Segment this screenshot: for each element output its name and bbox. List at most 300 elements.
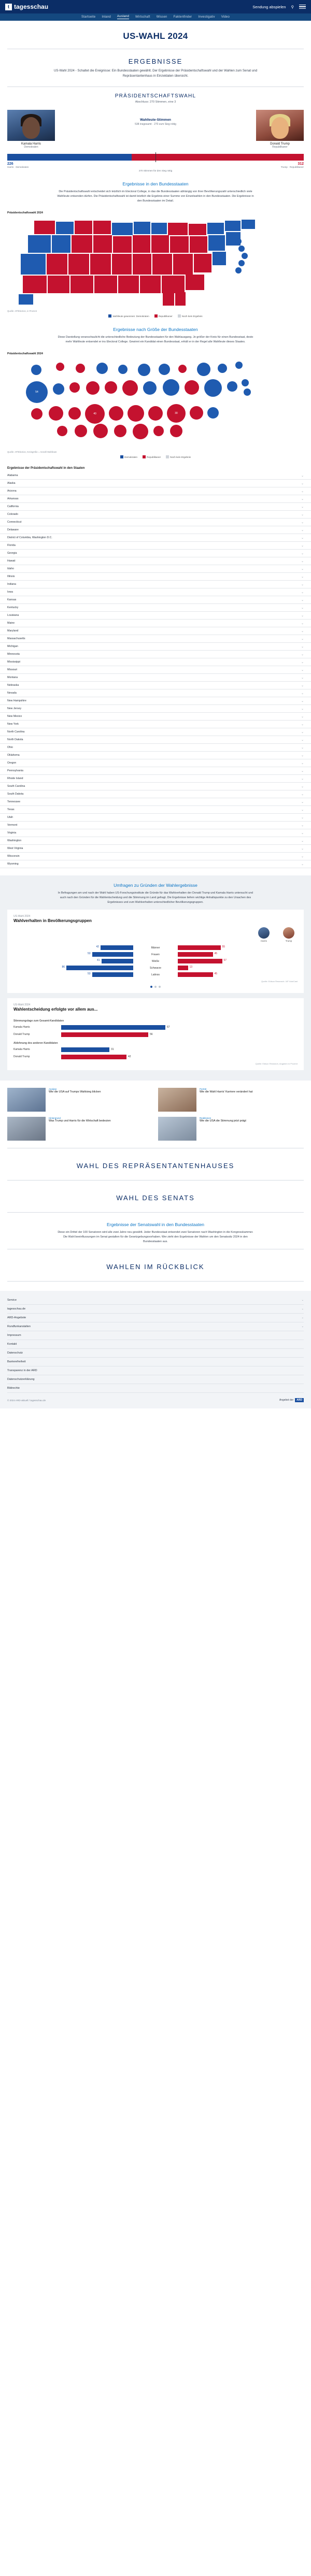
dot-1[interactable] — [154, 986, 157, 988]
state-shape[interactable] — [90, 254, 111, 275]
state-result-row[interactable] — [0, 550, 311, 557]
chevron-down-icon[interactable]: ⌄ — [301, 1325, 304, 1329]
state-shape[interactable] — [118, 276, 139, 293]
chevron-down-icon[interactable]: ⌄ — [301, 614, 304, 617]
nav-item-5[interactable]: Faktenfinder — [173, 16, 192, 19]
teaser-thumbnail[interactable] — [7, 1117, 46, 1141]
bar-rep — [178, 945, 221, 950]
card-kicker: US-Wahl 2024 — [13, 915, 31, 918]
state-shape[interactable] — [207, 223, 224, 234]
search-icon[interactable]: ⚲ — [291, 4, 294, 9]
bubble-state[interactable] — [31, 408, 43, 420]
state-shape[interactable] — [133, 235, 150, 253]
state-result-row[interactable] — [0, 767, 311, 775]
bubble-state[interactable] — [109, 406, 123, 421]
chevron-down-icon[interactable]: ⌄ — [301, 855, 304, 858]
bubble-state[interactable] — [235, 362, 243, 369]
state-result-row[interactable] — [0, 682, 311, 689]
footer-meta-row[interactable] — [7, 1358, 304, 1366]
state-result-row[interactable] — [0, 519, 311, 526]
state-result-row[interactable] — [0, 806, 311, 814]
state-name: Iowa — [7, 591, 13, 594]
state-shape[interactable] — [28, 235, 51, 253]
legend-swatch-dem-icon — [108, 314, 111, 318]
state-dot[interactable] — [242, 253, 248, 259]
chevron-down-icon[interactable]: ⌄ — [301, 521, 304, 524]
bubble-state[interactable] — [242, 379, 249, 386]
footer-meta-row[interactable] — [7, 1340, 304, 1349]
chevron-down-icon[interactable]: ⌄ — [301, 482, 304, 485]
bar-label: Männer — [151, 946, 160, 949]
state-shape[interactable] — [168, 223, 188, 235]
state-result-row[interactable] — [0, 721, 311, 728]
legend-swatch-dem-icon — [120, 455, 123, 458]
state-shape[interactable] — [186, 275, 204, 290]
state-result-row[interactable] — [0, 775, 311, 783]
state-result-row[interactable] — [0, 752, 311, 759]
bubble-state[interactable] — [153, 426, 164, 436]
footer-meta-row[interactable] — [7, 1366, 304, 1375]
state-result-row[interactable] — [0, 557, 311, 565]
bubble-state[interactable] — [86, 381, 100, 395]
state-shape[interactable] — [19, 294, 33, 305]
state-shape[interactable] — [34, 221, 55, 234]
footer-section-row[interactable] — [7, 1296, 304, 1305]
state-result-row[interactable] — [0, 651, 311, 658]
nav-item-3[interactable]: Wirtschaft — [135, 16, 150, 19]
bubble-state[interactable] — [56, 363, 64, 371]
state-shape[interactable] — [94, 276, 117, 293]
state-shape[interactable] — [140, 276, 161, 293]
bubble-state[interactable] — [93, 424, 108, 438]
state-name: District of Columbia, Washington D.C. — [7, 536, 52, 540]
chevron-down-icon[interactable]: ⌄ — [301, 583, 304, 586]
state-result-row[interactable] — [0, 495, 311, 503]
bubble-state[interactable] — [227, 381, 237, 392]
state-shape[interactable] — [213, 252, 226, 265]
chevron-down-icon[interactable]: ⌄ — [301, 793, 304, 796]
section-results-title: ERGEBNISSE — [128, 57, 183, 65]
bubble-state[interactable] — [76, 364, 85, 373]
chevron-down-icon[interactable]: ⌄ — [301, 769, 304, 773]
state-name: Pennsylvania — [7, 769, 23, 773]
bubble-state[interactable] — [31, 365, 41, 375]
chevron-down-icon[interactable]: ⌄ — [301, 1307, 304, 1311]
state-shape[interactable] — [48, 276, 69, 293]
nav-item-2[interactable]: Ausland — [117, 15, 130, 18]
dot-0[interactable] — [150, 986, 152, 988]
state-result-row[interactable] — [0, 526, 311, 534]
chevron-down-icon[interactable]: ⌄ — [301, 746, 304, 750]
candidate-harris — [7, 110, 55, 149]
candidate-name: Donald Trump — [270, 142, 290, 146]
candidate-trump — [256, 110, 304, 149]
map2-heading: Ergebnisse nach Größe der Bundesstaaten — [113, 327, 198, 333]
chevron-down-icon[interactable]: ⌄ — [301, 785, 304, 788]
state-shape[interactable] — [194, 254, 211, 272]
state-shape[interactable] — [133, 254, 151, 275]
bar-dem — [101, 945, 133, 950]
chevron-down-icon[interactable]: ⌄ — [301, 800, 304, 804]
poll-bar-row — [13, 951, 298, 958]
bubble-state[interactable] — [197, 363, 210, 376]
state-result-row[interactable] — [0, 511, 311, 519]
chevron-down-icon[interactable]: ⌄ — [301, 730, 304, 734]
reason-label: Kamala Harris — [13, 1026, 30, 1029]
state-list-title: Ergebnisse der Präsidentschaftswahl in den Staaten — [7, 467, 85, 470]
state-result-row[interactable] — [0, 581, 311, 588]
bar-dem — [66, 966, 133, 970]
bubble-state[interactable] — [218, 364, 227, 373]
chart-head-name: Harris — [261, 940, 267, 943]
teaser-item[interactable] — [7, 1117, 153, 1141]
footer-meta-label: Datenschutzerklärung — [7, 1378, 35, 1381]
bubble-state[interactable]: 54 — [26, 381, 48, 403]
bubble-state[interactable] — [49, 406, 63, 421]
chevron-down-icon[interactable]: ⌄ — [301, 490, 304, 493]
poll-bar-row — [13, 944, 298, 951]
state-shape[interactable] — [163, 293, 174, 306]
state-shape[interactable] — [112, 254, 132, 275]
card-title: Wahlentscheidung erfolgte vor allem aus... — [13, 1007, 98, 1012]
state-result-row[interactable] — [0, 596, 311, 604]
state-shape[interactable] — [162, 276, 185, 293]
teaser-item[interactable] — [7, 1088, 153, 1112]
state-result-row[interactable] — [0, 472, 311, 480]
state-name: Oklahoma — [7, 754, 20, 757]
state-shape[interactable] — [21, 254, 46, 275]
teaser-kicker: Analyse — [49, 1088, 57, 1091]
state-result-row[interactable] — [0, 534, 311, 542]
poll-bars — [13, 944, 298, 978]
state-shape[interactable] — [112, 223, 133, 235]
chevron-down-icon[interactable]: ⌄ — [301, 536, 304, 540]
bubble-state[interactable]: 40 — [85, 404, 105, 424]
bubble-state[interactable] — [53, 383, 64, 395]
state-result-row[interactable] — [0, 759, 311, 767]
state-result-row[interactable] — [0, 503, 311, 511]
state-name: Virginia — [7, 831, 17, 835]
chevron-down-icon[interactable]: ⌄ — [301, 668, 304, 672]
bubble-state[interactable] — [178, 365, 187, 373]
footer-section-row[interactable] — [7, 1314, 304, 1322]
footer-meta-row[interactable] — [7, 1375, 304, 1384]
chevron-down-icon[interactable]: ⌄ — [301, 629, 304, 633]
chevron-down-icon[interactable]: ⌄ — [301, 707, 304, 711]
bubble-state[interactable] — [138, 364, 150, 376]
chevron-down-icon[interactable]: ⌄ — [301, 591, 304, 594]
bubble-state[interactable] — [75, 425, 87, 437]
dot-2[interactable] — [159, 986, 161, 988]
bar-right — [178, 959, 298, 963]
state-shape[interactable] — [173, 254, 193, 275]
page-title: US-WAHL 2024 — [123, 31, 188, 41]
state-dot[interactable] — [238, 260, 245, 266]
reason-bar — [61, 1032, 148, 1037]
state-shape[interactable] — [47, 254, 67, 275]
state-shape[interactable] — [23, 276, 47, 293]
nav-item-7[interactable]: Video — [221, 16, 230, 19]
bar-right-value: 45 — [214, 952, 218, 956]
chevron-down-icon[interactable]: ⌄ — [301, 497, 304, 501]
bubble-state[interactable] — [244, 388, 251, 396]
state-result-row[interactable] — [0, 837, 311, 845]
bubble-state[interactable] — [122, 380, 138, 396]
chevron-down-icon[interactable]: ⌄ — [301, 637, 304, 641]
chevron-down-icon[interactable]: ⌄ — [301, 567, 304, 571]
divider — [7, 1281, 304, 1282]
nav-item-4[interactable]: Wissen — [156, 16, 167, 19]
state-list — [0, 472, 311, 868]
state-result-row[interactable] — [0, 627, 311, 635]
state-result-row[interactable] — [0, 658, 311, 666]
state-shape[interactable] — [68, 254, 89, 275]
bubble-state[interactable] — [159, 364, 170, 375]
chevron-down-icon[interactable]: ⌄ — [301, 575, 304, 579]
bubble-state[interactable] — [57, 426, 67, 436]
state-result-row[interactable] — [0, 689, 311, 697]
chevron-down-icon[interactable]: ⌄ — [301, 1299, 304, 1302]
chevron-down-icon[interactable]: ⌄ — [301, 816, 304, 819]
house-section-title: WAHL DES REPRÄSENTANTENHAUSES — [76, 1162, 235, 1170]
state-result-row[interactable] — [0, 588, 311, 596]
teaser-thumbnail[interactable] — [158, 1088, 196, 1112]
state-shape[interactable] — [151, 235, 169, 253]
teaser-item[interactable] — [158, 1117, 304, 1141]
chevron-down-icon[interactable]: ⌄ — [301, 622, 304, 625]
bar-left-value: 86 — [62, 966, 65, 969]
bubble-state[interactable] — [118, 365, 128, 374]
state-result-row[interactable] — [0, 744, 311, 752]
state-result-row[interactable] — [0, 814, 311, 822]
chevron-down-icon[interactable]: ⌄ — [301, 598, 304, 602]
state-result-row[interactable] — [0, 697, 311, 705]
chevron-down-icon[interactable]: ⌄ — [301, 723, 304, 726]
state-shape[interactable] — [56, 222, 74, 234]
chevron-down-icon[interactable]: ⌄ — [301, 699, 304, 703]
state-name: Colorado — [7, 513, 19, 516]
state-shape[interactable] — [151, 223, 167, 234]
chevron-down-icon[interactable]: ⌄ — [301, 847, 304, 851]
reason-value: 31 — [111, 1048, 114, 1052]
state-shape[interactable] — [93, 235, 112, 253]
state-result-row[interactable] — [0, 620, 311, 627]
us-choropleth-map[interactable] — [7, 215, 304, 309]
bubble-state[interactable] — [143, 381, 157, 395]
state-result-row[interactable] — [0, 612, 311, 620]
state-shape[interactable] — [208, 235, 225, 251]
map1-heading: Ergebnisse in den Bundesstaaten — [122, 181, 189, 187]
chevron-down-icon[interactable]: ⌄ — [301, 777, 304, 781]
state-result-row[interactable] — [0, 705, 311, 713]
state-result-row[interactable] — [0, 736, 311, 744]
state-shape[interactable] — [152, 254, 172, 275]
state-shape[interactable] — [190, 236, 207, 253]
legend-none — [166, 455, 191, 458]
bubble-state[interactable] — [133, 424, 148, 439]
state-name: Rhode Island — [7, 777, 23, 781]
reason-bar-row — [13, 1046, 298, 1053]
footer-section-label: tagesschau.de — [7, 1307, 26, 1311]
chevron-down-icon[interactable]: ⌄ — [301, 824, 304, 827]
state-shape[interactable] — [113, 236, 132, 253]
footer-links — [7, 1296, 304, 1331]
state-result-row[interactable] — [0, 573, 311, 581]
bubble-state[interactable] — [105, 381, 117, 394]
state-shape[interactable] — [72, 235, 92, 253]
state-dot[interactable] — [238, 246, 245, 252]
state-result-row[interactable] — [0, 487, 311, 495]
chevron-down-icon[interactable]: ⌄ — [301, 645, 304, 649]
state-result-row[interactable] — [0, 822, 311, 829]
state-result-row[interactable] — [0, 845, 311, 853]
poll-card-groups — [7, 910, 304, 993]
polls-heading: Umfragen zu Gründen der Wahlergebnisse — [114, 883, 197, 888]
bubble-state[interactable] — [68, 407, 81, 420]
state-name: Ohio — [7, 746, 13, 750]
rueckblick-section-title: WAHLEN IM RÜCKBLICK — [106, 1263, 205, 1271]
bar-left — [13, 966, 133, 970]
nav-item-6[interactable]: Investigativ — [198, 16, 215, 19]
state-result-row[interactable] — [0, 860, 311, 868]
state-result-row[interactable] — [0, 713, 311, 721]
bubble-state[interactable] — [190, 406, 203, 420]
state-result-row[interactable] — [0, 829, 311, 837]
electoral-bar — [7, 154, 304, 161]
state-shape[interactable] — [189, 224, 206, 235]
nav-item-1[interactable]: Inland — [102, 16, 111, 19]
nav-item-0[interactable]: Startseite — [81, 16, 96, 19]
bubble-state[interactable] — [170, 425, 182, 437]
reason-label: Donald Trump — [13, 1033, 30, 1037]
chevron-down-icon[interactable]: ⌄ — [301, 528, 304, 532]
teaser-thumbnail[interactable] — [158, 1117, 196, 1141]
chevron-down-icon[interactable]: ⌄ — [301, 862, 304, 866]
chevron-down-icon[interactable]: ⌄ — [301, 676, 304, 680]
state-result-row[interactable] — [0, 643, 311, 651]
chevron-down-icon[interactable]: ⌄ — [301, 559, 304, 563]
bar-label: Latinos — [151, 973, 160, 976]
footer-section-label: ARD-Angebote — [7, 1316, 26, 1320]
bubble-state[interactable] — [96, 363, 108, 374]
footer-meta-row[interactable] — [7, 1384, 304, 1393]
chevron-down-icon[interactable]: ⌄ — [301, 505, 304, 509]
state-name: Maine — [7, 622, 15, 625]
state-result-row[interactable] — [0, 666, 311, 674]
chevron-down-icon[interactable]: ⌄ — [301, 544, 304, 548]
state-result-row[interactable] — [0, 798, 311, 806]
carousel-dots[interactable] — [13, 983, 298, 988]
footer-section-row[interactable] — [7, 1305, 304, 1314]
state-dot[interactable] — [235, 238, 242, 244]
state-shape[interactable] — [134, 222, 150, 234]
state-result-row[interactable] — [0, 783, 311, 790]
state-result-row[interactable] — [0, 565, 311, 573]
menu-icon[interactable] — [299, 5, 306, 9]
state-shape[interactable] — [170, 236, 189, 253]
bubble-state[interactable] — [207, 407, 219, 419]
bubble-state[interactable] — [148, 406, 163, 421]
chevron-down-icon[interactable]: ⌄ — [301, 513, 304, 516]
state-dot[interactable] — [235, 267, 242, 274]
bar-left — [13, 959, 133, 963]
footer-meta-row[interactable] — [7, 1349, 304, 1358]
state-result-row[interactable] — [0, 542, 311, 550]
state-result-row[interactable] — [0, 728, 311, 736]
teaser-thumbnail[interactable] — [7, 1088, 46, 1112]
us-bubble-map[interactable] — [7, 356, 304, 450]
chevron-down-icon[interactable]: ⌄ — [301, 692, 304, 695]
state-shape[interactable] — [242, 220, 255, 229]
footer-meta-row[interactable] — [7, 1331, 304, 1340]
group1-label: Stimmungslage zum Gesamt-Kandidaten — [13, 1019, 64, 1023]
chevron-down-icon[interactable]: ⌄ — [301, 715, 304, 718]
state-name: Connecticut — [7, 521, 22, 524]
reason-value: 42 — [128, 1055, 131, 1059]
chevron-down-icon[interactable]: ⌄ — [301, 738, 304, 742]
bubble-state[interactable]: 30 — [167, 404, 186, 423]
reason-value: 56 — [150, 1033, 153, 1037]
chevron-down-icon[interactable]: ⌄ — [301, 474, 304, 478]
state-result-row[interactable] — [0, 790, 311, 798]
state-result-row[interactable] — [0, 604, 311, 612]
ard-label: Angebot der — [279, 1399, 294, 1402]
chevron-down-icon[interactable]: ⌄ — [301, 660, 304, 664]
brand-logo[interactable] — [5, 3, 48, 10]
bubble-state[interactable] — [204, 379, 222, 397]
state-shape[interactable] — [93, 221, 111, 234]
state-name: West Virginia — [7, 847, 23, 851]
chevron-down-icon[interactable]: ⌄ — [301, 761, 304, 765]
chevron-down-icon[interactable]: ⌄ — [301, 1316, 304, 1320]
state-result-row[interactable] — [0, 674, 311, 682]
bubble-state[interactable] — [128, 405, 144, 422]
chevron-down-icon[interactable]: ⌄ — [301, 831, 304, 835]
bubble-state[interactable] — [114, 425, 126, 437]
chevron-down-icon[interactable]: ⌄ — [301, 552, 304, 555]
bubble-state[interactable] — [69, 382, 80, 393]
map2-note: Quelle: AP/Election, Kreisgröße = Anzahl Wahlleute — [7, 451, 57, 454]
footer-section-label: Service — [7, 1299, 17, 1302]
footer-section-row[interactable] — [7, 1322, 304, 1331]
main-nav — [0, 13, 311, 21]
candidates-row — [0, 108, 311, 149]
state-result-row[interactable] — [0, 853, 311, 860]
chevron-down-icon[interactable]: ⌄ — [301, 684, 304, 687]
chevron-down-icon[interactable]: ⌄ — [301, 808, 304, 812]
state-shape[interactable] — [225, 221, 241, 231]
electoral-bar-wrap — [0, 149, 311, 172]
state-shape[interactable] — [175, 292, 186, 306]
state-result-row[interactable] — [0, 480, 311, 487]
state-shape[interactable] — [75, 221, 92, 234]
state-name: Alaska — [7, 482, 16, 485]
chevron-down-icon[interactable]: ⌄ — [301, 606, 304, 610]
chevron-down-icon[interactable]: ⌄ — [301, 839, 304, 843]
play-broadcast-label[interactable]: Sendung abspielen — [252, 4, 286, 9]
chevron-down-icon[interactable]: ⌄ — [301, 653, 304, 656]
chevron-down-icon[interactable]: ⌄ — [301, 754, 304, 757]
state-shape[interactable] — [70, 276, 93, 293]
state-shape[interactable] — [52, 235, 70, 253]
topbar-tools — [252, 5, 306, 9]
teaser-item[interactable] — [158, 1088, 304, 1112]
card-kicker: US-Wahl 2024 — [13, 1003, 31, 1007]
bubble-state[interactable] — [185, 380, 199, 395]
state-result-row[interactable] — [0, 635, 311, 643]
map2-text: Diese Darstellung veranschaulicht die unterschiedliche Bedeutung der Bundesstaaten für den Wahlausgang. Je größer der Kreis für einen Bundesstaat, desto mehr Wahlleute entsendet er ins Electoral College. Gewinnt ein Kandidat einen Bundesstaat, erhält er in der Regel alle Wahlleute dieses Staates. — [58, 336, 253, 343]
bubble-state[interactable] — [163, 379, 179, 396]
